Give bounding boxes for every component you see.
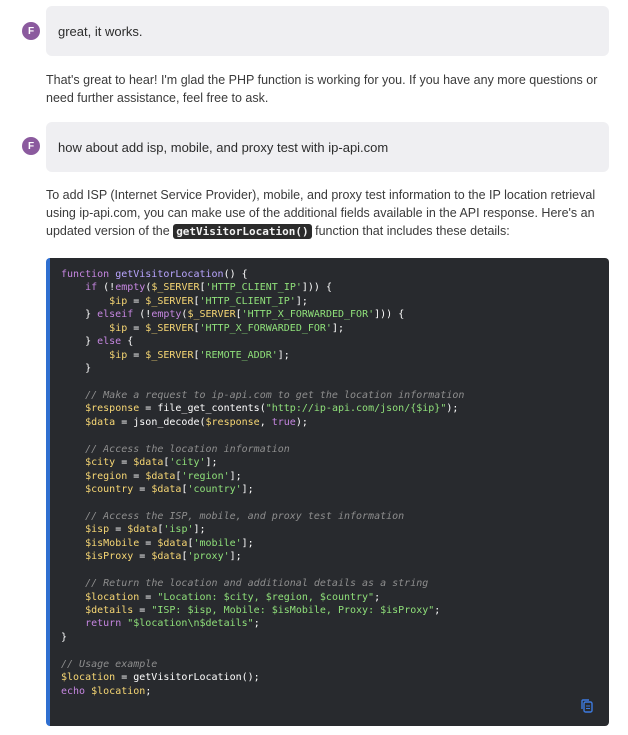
code-token: $response xyxy=(85,403,140,415)
code-token: = xyxy=(127,349,146,361)
code-token: [ xyxy=(157,524,164,536)
code-token: "ISP: $isp, Mobile: $isMobile, Proxy: $isProxy" xyxy=(151,604,435,616)
code-token: true xyxy=(271,416,296,428)
code-token: 'HTTP_X_FORWARDED_FOR' xyxy=(199,322,332,334)
code-token: [ xyxy=(187,537,194,549)
code-token: 'HTTP_CLIENT_IP' xyxy=(199,295,296,307)
code-token: 'city' xyxy=(169,457,206,469)
code-token xyxy=(61,524,85,535)
code-token: ( xyxy=(181,309,188,321)
code-token: } xyxy=(61,336,98,348)
code-token: 'REMOTE_ADDR' xyxy=(199,349,278,361)
code-token: $isProxy xyxy=(85,551,134,563)
code-token: } xyxy=(61,309,98,321)
code-token: $_SERVER xyxy=(187,309,236,321)
code-token: [ xyxy=(181,551,188,563)
code-token: $region xyxy=(85,470,128,482)
code-token: 'region' xyxy=(181,470,230,482)
code-token: $data xyxy=(151,484,182,495)
code-token: 'country' xyxy=(187,484,242,495)
user-message-text: how about add isp, mobile, and proxy test with ip-api.com xyxy=(58,139,389,155)
code-token: echo xyxy=(61,685,86,697)
code-token xyxy=(61,457,85,468)
code-token: getVisitorLocation xyxy=(115,269,224,280)
code-line xyxy=(61,349,609,362)
code-token: [ xyxy=(163,457,170,469)
code-token: $data xyxy=(151,551,182,563)
code-line xyxy=(61,295,609,308)
code-line xyxy=(61,456,609,469)
code-line xyxy=(61,470,609,483)
code-token xyxy=(61,323,109,334)
user-avatar: F xyxy=(22,137,40,155)
code-token: [ xyxy=(175,470,182,482)
code-token: // Make a request to ip-api.com to get the location information xyxy=(85,389,465,401)
assistant-reply-text: To add ISP (Internet Service Provider), mobile, and proxy test information to the IP location retrieval using ip-api.com, you can make use of the additional fields available in the API response. Here's an updated version of the xyxy=(46,188,596,238)
code-token xyxy=(61,296,109,307)
code-lines xyxy=(61,268,609,698)
code-token: ]; xyxy=(229,470,242,482)
code-token: ]; xyxy=(277,349,290,361)
code-token: () { xyxy=(223,269,248,280)
code-block xyxy=(46,258,609,726)
code-token: ; xyxy=(253,618,260,630)
code-token: = xyxy=(139,537,158,549)
code-token xyxy=(61,538,85,549)
code-token: $ip xyxy=(109,295,128,307)
code-token: , xyxy=(259,416,272,428)
code-token: ])) { xyxy=(301,282,332,294)
code-line xyxy=(61,631,609,644)
code-token: $location xyxy=(91,685,146,697)
user-message xyxy=(46,6,609,56)
code-token: $data xyxy=(127,524,158,536)
code-token: = xyxy=(127,295,146,307)
code-line xyxy=(61,510,609,523)
code-line xyxy=(61,335,609,348)
code-token: = xyxy=(133,551,152,563)
code-line xyxy=(61,577,609,590)
code-line xyxy=(61,604,609,617)
code-token: = xyxy=(139,591,158,603)
code-token: = xyxy=(127,322,146,334)
code-token: $ip xyxy=(109,349,128,361)
code-line xyxy=(61,523,609,536)
code-token xyxy=(61,417,85,428)
code-token: // Access the ISP, mobile, and proxy test information xyxy=(85,510,405,522)
code-token: ])) { xyxy=(374,309,405,321)
code-token: [ xyxy=(199,282,206,294)
code-token: [ xyxy=(193,322,200,334)
code-token: $location xyxy=(85,591,140,603)
code-token: { xyxy=(121,336,134,348)
code-token: 'mobile' xyxy=(193,537,242,549)
code-token: $data xyxy=(133,457,164,469)
code-token: // Access the location information xyxy=(85,443,290,455)
code-token: ; xyxy=(434,604,441,616)
code-line xyxy=(61,416,609,429)
code-token xyxy=(61,618,85,629)
code-token: $ip xyxy=(109,322,128,334)
code-token: ); xyxy=(446,403,459,415)
code-token: ; xyxy=(145,685,152,697)
code-token: (! xyxy=(133,309,152,321)
code-token: elseif xyxy=(97,309,134,321)
code-token: $data xyxy=(157,537,188,549)
code-line xyxy=(61,429,609,442)
code-token: } xyxy=(61,631,68,643)
code-token: (! xyxy=(97,282,116,294)
code-token xyxy=(61,592,85,603)
code-token xyxy=(61,403,85,414)
code-token: ; xyxy=(374,591,381,603)
code-token xyxy=(61,484,85,495)
code-token: $_SERVER xyxy=(145,322,194,334)
code-token: 'proxy' xyxy=(187,551,230,563)
code-token: = getVisitorLocation(); xyxy=(115,672,260,684)
code-line xyxy=(61,268,609,281)
code-line xyxy=(61,617,609,630)
code-token: ]; xyxy=(331,322,344,334)
code-token xyxy=(61,390,85,401)
code-line xyxy=(61,281,609,294)
code-line xyxy=(61,496,609,509)
assistant-reply-text-end: function that includes these details: xyxy=(311,224,510,238)
code-line xyxy=(61,389,609,402)
code-token: $response xyxy=(205,416,260,428)
code-token: empty xyxy=(151,309,182,321)
code-line xyxy=(61,671,609,684)
code-token xyxy=(61,605,85,616)
copy-icon[interactable] xyxy=(579,698,595,714)
assistant-reply-text: That's great to hear! I'm glad the PHP function is working for you. If you have any more questions or need further assistance, feel free to ask. xyxy=(46,73,598,105)
code-line xyxy=(61,322,609,335)
code-token: ); xyxy=(295,416,308,428)
code-token xyxy=(61,511,85,522)
code-line xyxy=(61,402,609,415)
code-line xyxy=(61,483,609,496)
code-token: [ xyxy=(193,295,200,307)
code-line xyxy=(61,564,609,577)
code-token: $location xyxy=(61,672,116,684)
code-token: // Usage example xyxy=(61,658,158,670)
code-token: "$location\n$details" xyxy=(127,618,254,630)
user-avatar: F xyxy=(22,22,40,40)
code-line xyxy=(61,685,609,698)
code-line xyxy=(61,376,609,389)
code-token: else xyxy=(97,336,122,348)
code-token: $data xyxy=(145,470,176,482)
code-token: = xyxy=(133,484,152,495)
code-token: $isMobile xyxy=(85,537,140,549)
code-token: 'HTTP_X_FORWARDED_FOR' xyxy=(241,309,375,321)
code-token: ]; xyxy=(241,484,254,495)
code-line xyxy=(61,550,609,563)
user-message xyxy=(46,122,609,172)
code-token: // Return the location and additional details as a string xyxy=(85,578,429,590)
code-token: ]; xyxy=(229,551,242,563)
code-token: $details xyxy=(85,604,134,616)
code-token: = file_get_contents( xyxy=(139,403,266,415)
code-token xyxy=(61,350,109,361)
assistant-reply xyxy=(46,186,611,241)
code-token: "http://ip-api.com/json/{$ip}" xyxy=(265,403,447,415)
code-token: = xyxy=(115,457,134,469)
code-token: ]; xyxy=(205,457,218,469)
code-line xyxy=(61,658,609,671)
assistant-reply xyxy=(46,71,611,107)
code-token: $_SERVER xyxy=(145,349,194,361)
code-line xyxy=(61,644,609,657)
code-token xyxy=(61,578,85,589)
code-token: ]; xyxy=(241,537,254,549)
code-token: 'HTTP_CLIENT_IP' xyxy=(205,282,302,294)
code-token xyxy=(61,551,85,562)
code-token: $_SERVER xyxy=(145,295,194,307)
code-token: ]; xyxy=(295,295,308,307)
code-line xyxy=(61,591,609,604)
inline-code: getVisitorLocation() xyxy=(173,224,311,239)
code-token: if xyxy=(85,282,98,294)
code-token: = xyxy=(127,470,146,482)
code-token: 'isp' xyxy=(163,524,194,536)
code-token: $_SERVER xyxy=(151,282,200,294)
code-token: "Location: $city, $region, $country" xyxy=(157,591,375,603)
code-token: [ xyxy=(181,484,188,495)
code-token: $city xyxy=(85,457,116,469)
code-token: return xyxy=(85,618,122,630)
code-token xyxy=(61,444,85,455)
code-token: function xyxy=(61,269,116,280)
code-token: = xyxy=(109,524,128,536)
code-token: $data xyxy=(85,416,116,428)
code-line xyxy=(61,362,609,375)
code-token: ]; xyxy=(193,524,206,536)
code-token xyxy=(61,471,85,482)
code-token: $isp xyxy=(85,524,110,536)
code-token: [ xyxy=(193,349,200,361)
code-token: $country xyxy=(85,484,134,495)
code-token: empty xyxy=(115,282,146,294)
code-line xyxy=(61,308,609,321)
code-token xyxy=(61,282,85,293)
code-token: ( xyxy=(145,282,152,294)
code-token: } xyxy=(61,363,92,375)
code-token: [ xyxy=(235,309,242,321)
code-line xyxy=(61,443,609,456)
code-line xyxy=(61,537,609,550)
code-token: = xyxy=(133,604,152,616)
user-message-text: great, it works. xyxy=(58,23,143,39)
code-token: = json_decode( xyxy=(115,416,206,428)
